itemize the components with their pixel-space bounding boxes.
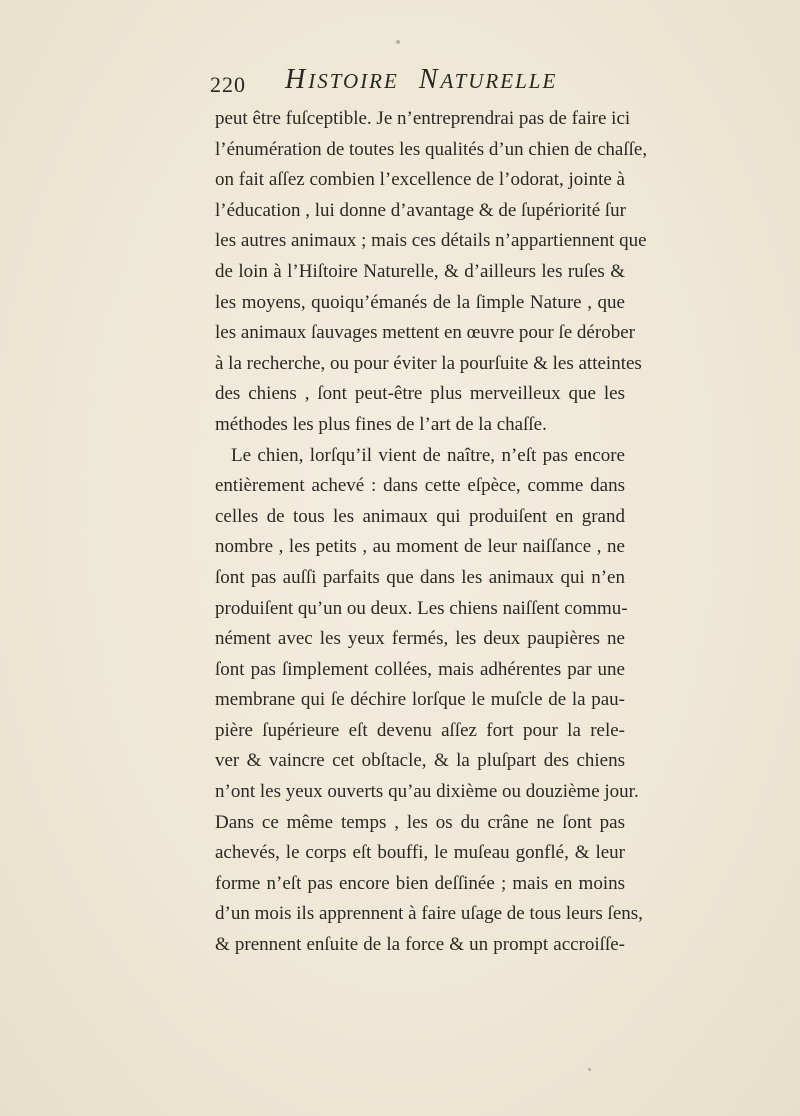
text-line: l’éducation , lui donne d’avantage & de ſupériorité ſur [215,199,626,221]
text-line: ſont pas auſſi parfaits que dans les animaux qui n’en [215,566,625,588]
text-line: Le chien, lorſqu’il vient de naître, n’eſt pas encore [231,444,625,466]
text-line: ver & vaincre cet obſtacle, & la pluſpart des chiens [215,750,625,772]
text-line: peut être fuſceptible. Je n’entreprendrai pas de faire ici [215,108,631,129]
text-line: n’ont les yeux ouverts qu’au dixième ou douzième jour. [215,781,639,803]
text-line: les moyens, quoiqu’émanés de la ſimple Nature , que [215,291,625,313]
running-title-word: ATURELLE [440,69,558,93]
text-line: de loin à l’Hiſtoire Naturelle, & d’ailleurs les ruſes & [215,260,625,282]
text-line: achevés, le corps eſt bouffi, le muſeau gonflé, & leur [215,842,625,864]
page-number: 220 [210,72,246,97]
body-text [215,104,648,961]
text-line: on fait aſſez combien l’excellence de l’odorat, jointe à [215,169,625,191]
text-line: celles de tous les animaux qui produiſent en grand [215,505,625,527]
text-line: nément avec les yeux fermés, les deux paupières ne [215,628,625,650]
text-line: des chiens , ſont peut-être plus merveilleux que les [215,383,625,405]
text-line: entièrement achevé : dans cette eſpèce, comme dans [215,475,625,497]
running-title-initial: H [285,64,309,95]
text-line: Dans ce même temps , les os du crâne ne ſont pas [215,811,625,833]
text-line: méthodes les plus fines de l’art de la chaſſe. [215,413,547,435]
text-line: nombre , les petits , au moment de leur naiſſance , ne [215,536,625,558]
text-line: les animaux ſauvages mettent en œuvre pour ſe dérober [215,322,635,344]
text-line: pière ſupérieure eſt devenu aſſez fort pour la rele- [215,719,625,741]
text-line: produiſent qu’un ou deux. Les chiens naiſſent commu- [215,597,628,619]
text-line: membrane qui ſe déchire lorſque le muſcle de la pau- [215,689,625,711]
text-line: forme n’eſt pas encore bien deſſinée ; mais en moins [215,872,625,894]
running-title [285,64,557,96]
running-title-initial: N [418,64,441,95]
text-line: d’un mois ils apprennent à faire uſage de tous leurs ſens, [215,903,643,925]
running-title-word: ISTOIRE [308,69,399,93]
page-header [210,64,630,104]
paper-speck [396,40,400,44]
text-line: à la recherche, ou pour éviter la pourſuite & les atteintes [215,352,642,374]
text-line: & prennent enſuite de la force & un prompt accroiſſe- [215,934,625,956]
text-line: l’énumération de toutes les qualités d’un chien de chaſſe, [215,138,648,160]
text-line: ſont pas ſimplement collées, mais adhérentes par une [215,658,625,680]
text-line: les autres animaux ; mais ces détails n’appartiennent que [215,230,647,252]
paper-speck [588,1068,591,1071]
